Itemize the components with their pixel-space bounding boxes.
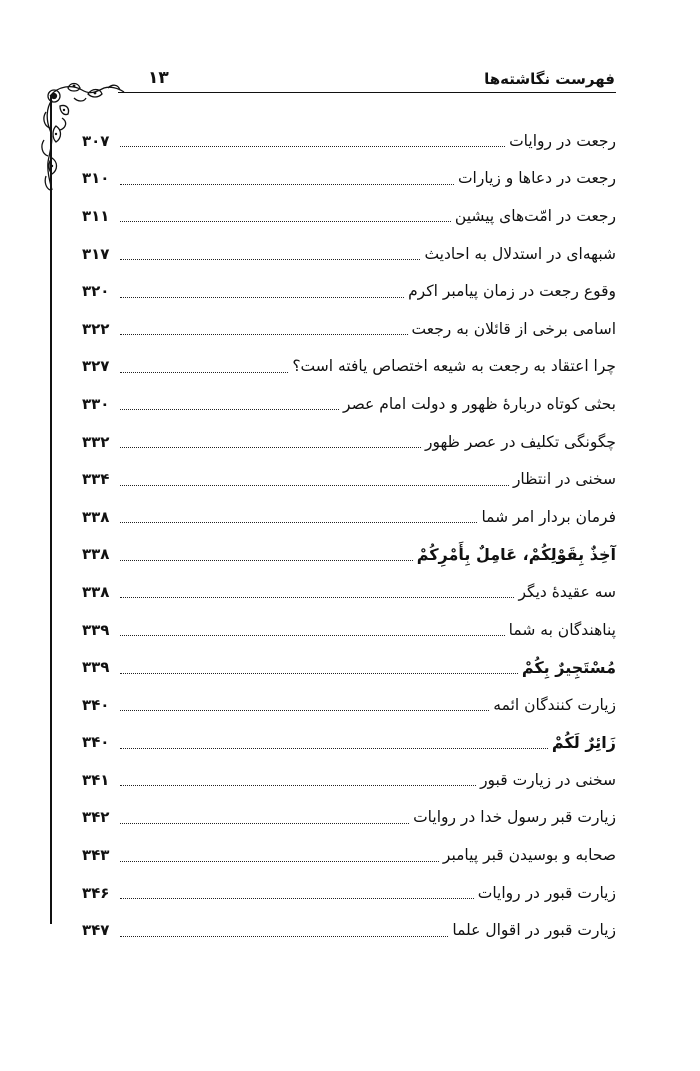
- toc-entry-title: مُسْتَجِيرٌ بِكُمْ: [521, 657, 616, 677]
- dot-leader: [120, 673, 518, 674]
- toc-entry-title: سخنی در انتظار: [512, 470, 616, 489]
- dot-leader: [120, 485, 509, 486]
- toc-page-number: ۳۴۰: [82, 733, 110, 752]
- toc-entry[interactable]: [82, 235, 616, 273]
- margin-vertical-rule: [50, 96, 52, 924]
- toc-entry-title: رجعت در روایات: [509, 131, 616, 150]
- toc-entry-title: اسامی برخی از قائلان به رجعت: [411, 319, 616, 338]
- toc-page-number: ۳۳۹: [82, 620, 110, 639]
- toc-entry-title: شبهه‌ای در استدلال به احادیث: [424, 244, 616, 263]
- dot-leader: [120, 297, 404, 298]
- toc-entry-title: زیارت کنندگان ائمه: [493, 695, 616, 714]
- dot-leader: [120, 409, 339, 410]
- toc-entry-title: زیارت قبور در اقوال علما: [452, 921, 616, 940]
- toc-entry[interactable]: [82, 686, 616, 724]
- running-header-title: فهرست نگاشته‌ها: [484, 70, 615, 88]
- toc-entry-title: فرمان بردار امر شما: [481, 507, 616, 526]
- toc-entry[interactable]: [82, 799, 616, 837]
- toc-entry-title: سخنی در زیارت قبور: [480, 770, 616, 789]
- toc-page-number: ۳۳۰: [82, 394, 110, 413]
- toc-entry[interactable]: [82, 423, 616, 461]
- dot-leader: [120, 748, 548, 749]
- table-of-contents: [82, 122, 616, 949]
- toc-entry-title: چگونگی تکلیف در عصر ظهور: [425, 432, 616, 451]
- toc-entry[interactable]: [82, 197, 616, 235]
- dot-leader: [120, 785, 476, 786]
- toc-entry[interactable]: [82, 385, 616, 423]
- dot-leader: [120, 259, 420, 260]
- toc-entry-title: زَائِرٌ لَكُمْ: [551, 732, 616, 752]
- toc-entry[interactable]: [82, 160, 616, 198]
- dot-leader: [120, 635, 505, 636]
- toc-entry[interactable]: [82, 272, 616, 310]
- toc-entry[interactable]: [82, 536, 616, 574]
- toc-entry-title: پناهندگان به شما: [508, 620, 616, 639]
- dot-leader: [120, 221, 451, 222]
- toc-entry[interactable]: [82, 122, 616, 160]
- toc-page-number: ۳۲۰: [82, 282, 110, 301]
- toc-entry-title: صحابه و بوسیدن قبر پیامبر: [442, 846, 616, 865]
- toc-entry-title: بحثی کوتاه دربارهٔ ظهور و دولت امام عصر: [343, 394, 616, 413]
- dot-leader: [120, 861, 439, 862]
- toc-entry-title: رجعت در دعاها و زیارات: [457, 169, 616, 188]
- toc-entry[interactable]: [82, 836, 616, 874]
- dot-leader: [120, 936, 448, 937]
- toc-page-number: ۳۳۴: [82, 470, 110, 489]
- toc-entry[interactable]: [82, 460, 616, 498]
- toc-entry[interactable]: [82, 573, 616, 611]
- toc-page-number: ۳۳۸: [82, 582, 110, 601]
- toc-entry[interactable]: [82, 310, 616, 348]
- toc-page-number: ۳۳۹: [82, 658, 110, 677]
- toc-entry-title: چرا اعتقاد به رجعت به شیعه اختصاص یافته است؟: [292, 357, 616, 376]
- dot-leader: [120, 522, 477, 523]
- toc-entry[interactable]: [82, 348, 616, 386]
- toc-entry-title: زیارت قبر رسول خدا در روایات: [413, 808, 616, 827]
- toc-entry-title: رجعت در امّت‌های پیشین: [454, 206, 616, 225]
- toc-entry[interactable]: [82, 611, 616, 649]
- dot-leader: [120, 560, 413, 561]
- dot-leader: [120, 597, 514, 598]
- toc-entry[interactable]: [82, 761, 616, 799]
- toc-page-number: ۳۴۶: [82, 883, 110, 902]
- toc-page-number: ۳۴۳: [82, 846, 110, 865]
- toc-entry[interactable]: [82, 648, 616, 686]
- toc-page-number: ۳۴۲: [82, 808, 110, 827]
- dot-leader: [120, 710, 489, 711]
- dot-leader: [120, 184, 454, 185]
- toc-entry[interactable]: [82, 874, 616, 912]
- toc-page-number: ۳۱۰: [82, 169, 110, 188]
- dot-leader: [120, 334, 408, 335]
- toc-entry-title: آخِذٌ بِقَوْلِكُمْ، عَامِلٌ بِأَمْرِكُمْ: [416, 544, 616, 564]
- toc-page-number: ۳۴۱: [82, 770, 110, 789]
- toc-page-number: ۳۴۰: [82, 695, 110, 714]
- dot-leader: [120, 372, 288, 373]
- toc-entry[interactable]: [82, 724, 616, 762]
- toc-page-number: ۳۳۸: [82, 545, 110, 564]
- toc-entry-title: وقوع رجعت در زمان پیامبر اکرم: [408, 282, 616, 301]
- toc-page-number: ۳۲۷: [82, 357, 110, 376]
- toc-page-number: ۳۳۲: [82, 432, 110, 451]
- toc-page-number: ۳۴۷: [82, 921, 110, 940]
- toc-entry-title: زیارت قبور در روایات: [477, 883, 616, 902]
- toc-page-number: ۳۰۷: [82, 131, 110, 150]
- dot-leader: [120, 823, 409, 824]
- toc-entry-title: سه عقیدهٔ دیگر: [518, 582, 616, 601]
- toc-entry[interactable]: [82, 498, 616, 536]
- dot-leader: [120, 898, 474, 899]
- page-number: ۱۳: [148, 68, 169, 88]
- dot-leader: [120, 447, 421, 448]
- toc-page-number: ۳۱۷: [82, 244, 110, 263]
- header-rule: [118, 92, 616, 93]
- toc-page-number: ۳۳۸: [82, 507, 110, 526]
- toc-page-number: ۳۲۲: [82, 319, 110, 338]
- toc-entry[interactable]: [82, 911, 616, 949]
- dot-leader: [120, 146, 505, 147]
- toc-page-number: ۳۱۱: [82, 206, 110, 225]
